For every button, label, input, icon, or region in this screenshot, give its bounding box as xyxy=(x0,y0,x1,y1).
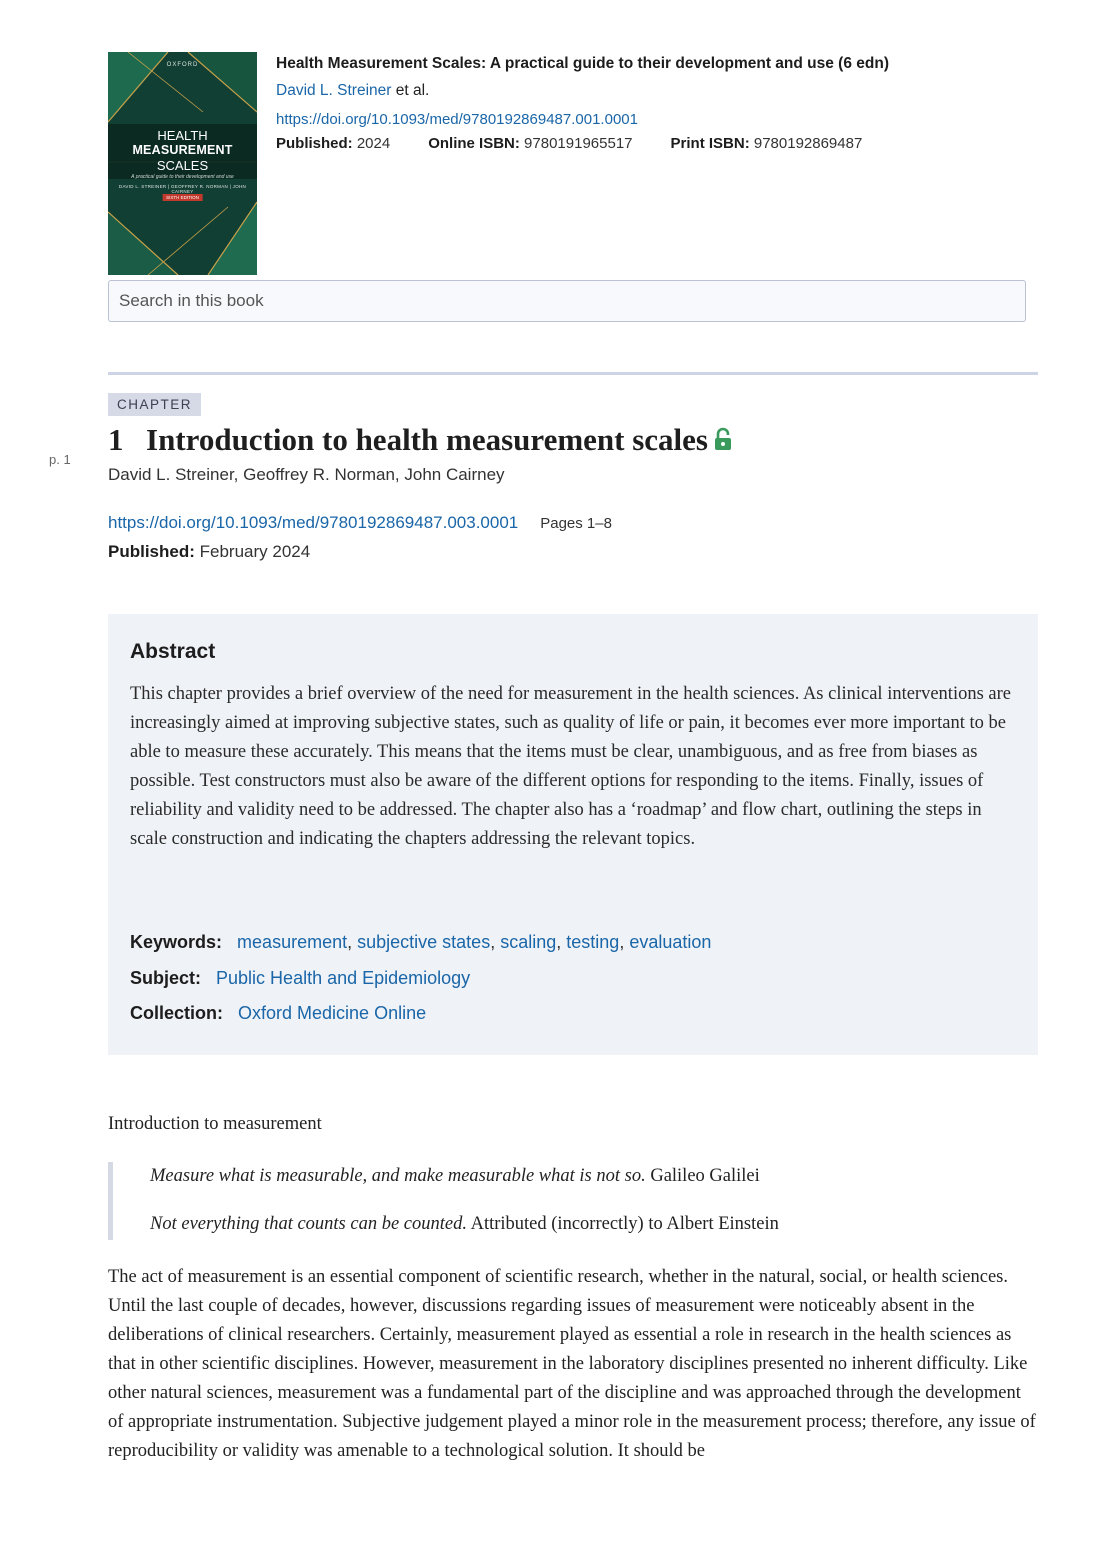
chapter-badge: CHAPTER xyxy=(108,393,201,416)
cover-title-line3: SCALES xyxy=(156,158,209,173)
book-info xyxy=(276,55,1036,152)
keywords-label: Keywords: xyxy=(130,932,223,952)
keyword-link[interactable]: evaluation xyxy=(629,932,712,952)
cover-authors: DAVID L. STREINER | GEOFFREY R. NORMAN | JOHN CAIRNEY xyxy=(118,184,247,194)
cover-publisher: OXFORD xyxy=(166,62,199,68)
section-heading: Introduction to measurement xyxy=(108,1114,322,1134)
subject-label: Subject: xyxy=(130,967,202,988)
abstract-text: This chapter provides a brief overview of the need for measurement in the health sciences. As clinical interventions are increasingly aimed at improving subjective states, such as quality of life or pain, it becomes ever more important to be able to measure these accurately. This means that the items must be clear, unambiguous, and as free from biases as possible. Test constructors must also be aware of the different options for responding to the items. Finally, issues of reliability and validity need to be addressed. The chapter also has a ‘roadmap’ and flow chart, outlining the steps in scale construction and indicating the chapters addressing the relevant topics. xyxy=(130,684,1011,849)
book-published-value: 2024 xyxy=(352,135,391,152)
body-paragraph: The act of measurement is an essential component of scientific research, whether in the natural, social, or health sciences. Until the last couple of decades, however, discussions regarding issues of measurement were noticeably absent in the deliberations of clinical researchers. Certainly, measurement played as essential a role in research in the health sciences as that in other scientific disciplines. However, measurement in the laboratory disciplines presented no inherent difficulty. Like other natural sciences, measurement was a fundamental part of the discipline and was approached through the development of appropriate instrumentation. Subjective judgement played a minor role in the measurement process; therefore, any issue of reproducibility or validity was amenable to a technological solution. It should be xyxy=(108,1267,1036,1461)
chapter-doi-link[interactable]: https://doi.org/10.1093/med/9780192869487.003.0001 xyxy=(108,513,519,532)
book-doi-link[interactable]: https://doi.org/10.1093/med/9780192869487.001.0001 xyxy=(276,111,638,128)
epigraph-quote: Not everything that counts can be counted. xyxy=(150,1214,467,1234)
keyword-link[interactable]: scaling xyxy=(500,932,557,952)
book-title: Health Measurement Scales: A practical guide to their development and use (6 edn) xyxy=(276,55,889,72)
cover-title xyxy=(108,124,257,179)
cover-edition: SIXTH EDITION xyxy=(162,194,203,201)
cover-subtitle: A practical guide to their development and use xyxy=(131,174,234,180)
book-online-isbn-value: 9780191965517 xyxy=(519,135,633,152)
book-print-isbn xyxy=(671,135,863,152)
epigraph-attribution: Galileo Galilei xyxy=(645,1166,760,1186)
book-online-isbn-label: Online ISBN: xyxy=(428,135,520,152)
chapter-published-value: February 2024 xyxy=(194,542,311,561)
book-print-isbn-value: 9780192869487 xyxy=(749,135,863,152)
collection-row xyxy=(130,1003,711,1039)
chapter-published-label: Published: xyxy=(108,542,195,561)
epigraph-attribution: Attributed (incorrectly) to Albert Einstein xyxy=(467,1214,779,1234)
book-author-suffix: et al. xyxy=(391,82,430,99)
subject-link[interactable]: Public Health and Epidemiology xyxy=(216,967,471,988)
book-author xyxy=(276,82,1036,100)
page-marker: p. 1 xyxy=(49,452,71,467)
chapter-doi-row xyxy=(108,513,612,533)
chapter-published xyxy=(108,542,310,562)
book-published-label: Published: xyxy=(276,135,353,152)
chapter-pages: Pages 1–8 xyxy=(540,515,612,532)
cover-title-line2: MEASUREMENT xyxy=(132,143,233,157)
book-doi xyxy=(276,111,1036,128)
book-print-isbn-label: Print ISBN: xyxy=(670,135,750,152)
collection-label: Collection: xyxy=(130,1003,223,1023)
keyword-link[interactable]: measurement xyxy=(237,932,348,952)
collection-link[interactable]: Oxford Medicine Online xyxy=(238,1003,427,1023)
book-online-isbn xyxy=(428,135,632,152)
chapter-title-text: Introduction to health measurement scales xyxy=(146,422,708,457)
section-divider xyxy=(108,372,1038,375)
book-published xyxy=(276,135,390,152)
chapter-number: 1 xyxy=(108,422,124,457)
epigraph-block xyxy=(108,1162,1008,1240)
open-access-lock-icon xyxy=(714,423,732,459)
keyword-link[interactable]: testing xyxy=(566,932,620,952)
abstract-heading: Abstract xyxy=(130,640,216,663)
epigraph xyxy=(150,1162,1008,1210)
cover-title-line1: HEALTH xyxy=(157,128,208,143)
abstract-meta xyxy=(130,932,711,1039)
search-input[interactable] xyxy=(108,280,1026,322)
book-cover[interactable] xyxy=(108,52,257,275)
chapter-authors: David L. Streiner, Geoffrey R. Norman, John Cairney xyxy=(108,465,505,484)
book-author-link[interactable]: David L. Streiner xyxy=(276,82,392,99)
abstract-box xyxy=(108,614,1038,1055)
epigraph xyxy=(150,1210,1008,1258)
book-meta xyxy=(276,135,1036,152)
subject-row xyxy=(130,968,711,1004)
epigraph-quote: Measure what is measurable, and make measurable what is not so. xyxy=(150,1166,646,1186)
keyword-link[interactable]: subjective states xyxy=(357,932,491,952)
chapter-title xyxy=(108,422,732,461)
keywords-row: Keywords: measurement, subjective states, scaling, testing, evaluation xyxy=(130,932,712,952)
